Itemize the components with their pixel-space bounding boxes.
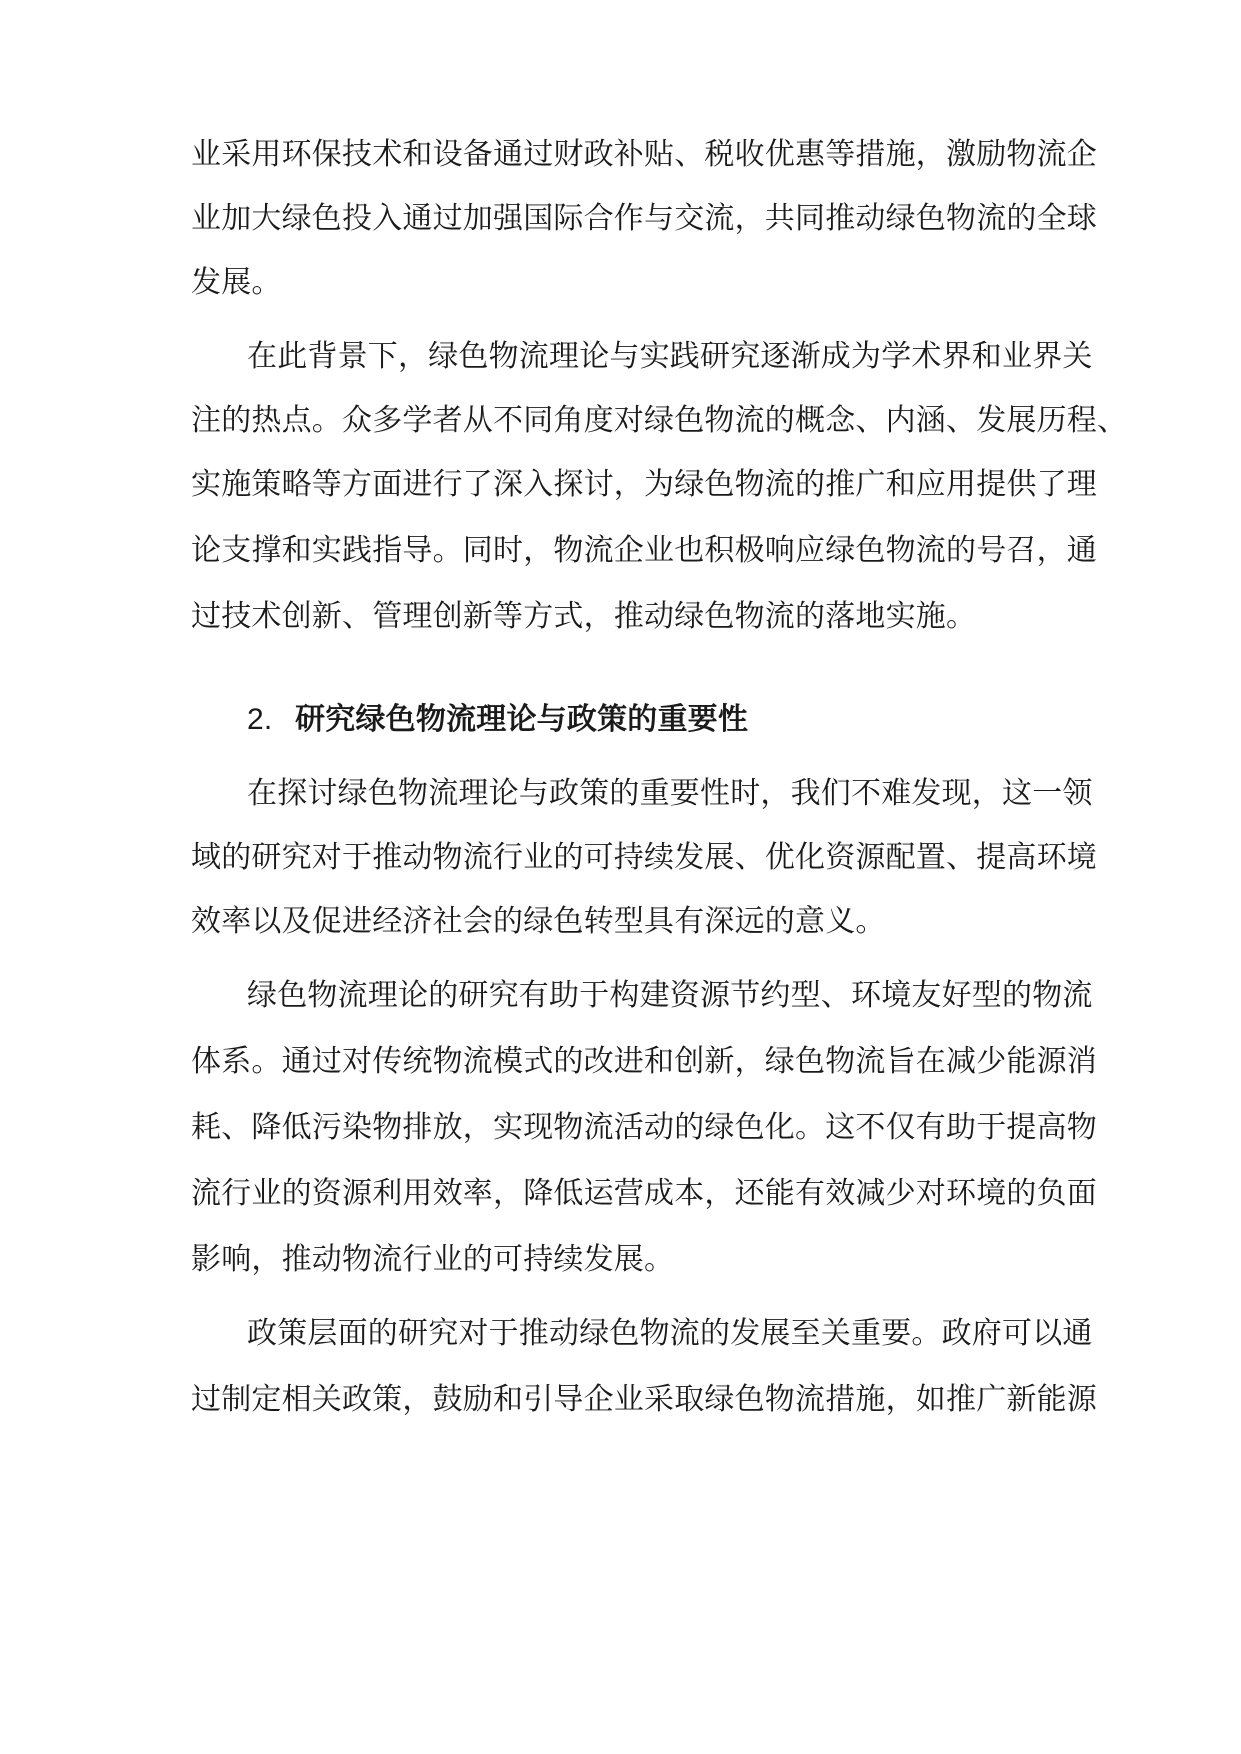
section-heading (247, 696, 947, 744)
text-line: 在探讨绿色物流理论与政策的重要性时，我们不难发现，这一领 (247, 776, 1093, 811)
section-number: 2. (247, 703, 273, 736)
text-line: 过制定相关政策，鼓励和引导企业采取绿色物流措施，如推广新能源 (191, 1382, 1097, 1417)
text-line: 论支撑和实践指导。同时，物流企业也积极响应绿色物流的号召，通 (191, 533, 1097, 568)
text-line: 在此背景下，绿色物流理论与实践研究逐渐成为学术界和业界关 (247, 339, 1093, 374)
text-line: 业加大绿色投入通过加强国际合作与交流，共同推动绿色物流的全球 (191, 201, 1097, 236)
text-line: 过技术创新、管理创新等方式，推动绿色物流的落地实施。 (191, 599, 977, 634)
text-line: 流行业的资源利用效率，降低运营成本，还能有效减少对环境的负面 (191, 1176, 1097, 1211)
text-line: 发展。 (191, 265, 282, 300)
section-title: 研究绿色物流理论与政策的重要性 (295, 702, 749, 737)
text-line: 实施策略等方面进行了深入探讨，为绿色物流的推广和应用提供了理 (191, 467, 1097, 502)
text-line: 域的研究对于推动物流行业的可持续发展、优化资源配置、提高环境 (191, 840, 1097, 875)
text-line: 绿色物流理论的研究有助于构建资源节约型、环境友好型的物流 (247, 978, 1093, 1013)
text-line: 体系。通过对传统物流模式的改进和创新，绿色物流旨在减少能源消 (191, 1044, 1097, 1079)
text-line: 业采用环保技术和设备通过财政补贴、税收优惠等措施，激励物流企 (191, 137, 1097, 172)
text-line: 影响，推动物流行业的可持续发展。 (191, 1242, 675, 1277)
text-line: 注的热点。众多学者从不同角度对绿色物流的概念、内涵、发展历程、 (191, 403, 1128, 438)
text-line: 效率以及促进经济社会的绿色转型具有深远的意义。 (191, 904, 886, 939)
text-line: 耗、降低污染物排放，实现物流活动的绿色化。这不仅有助于提高物 (191, 1110, 1097, 1145)
text-line: 政策层面的研究对于推动绿色物流的发展至关重要。政府可以通 (247, 1316, 1093, 1351)
